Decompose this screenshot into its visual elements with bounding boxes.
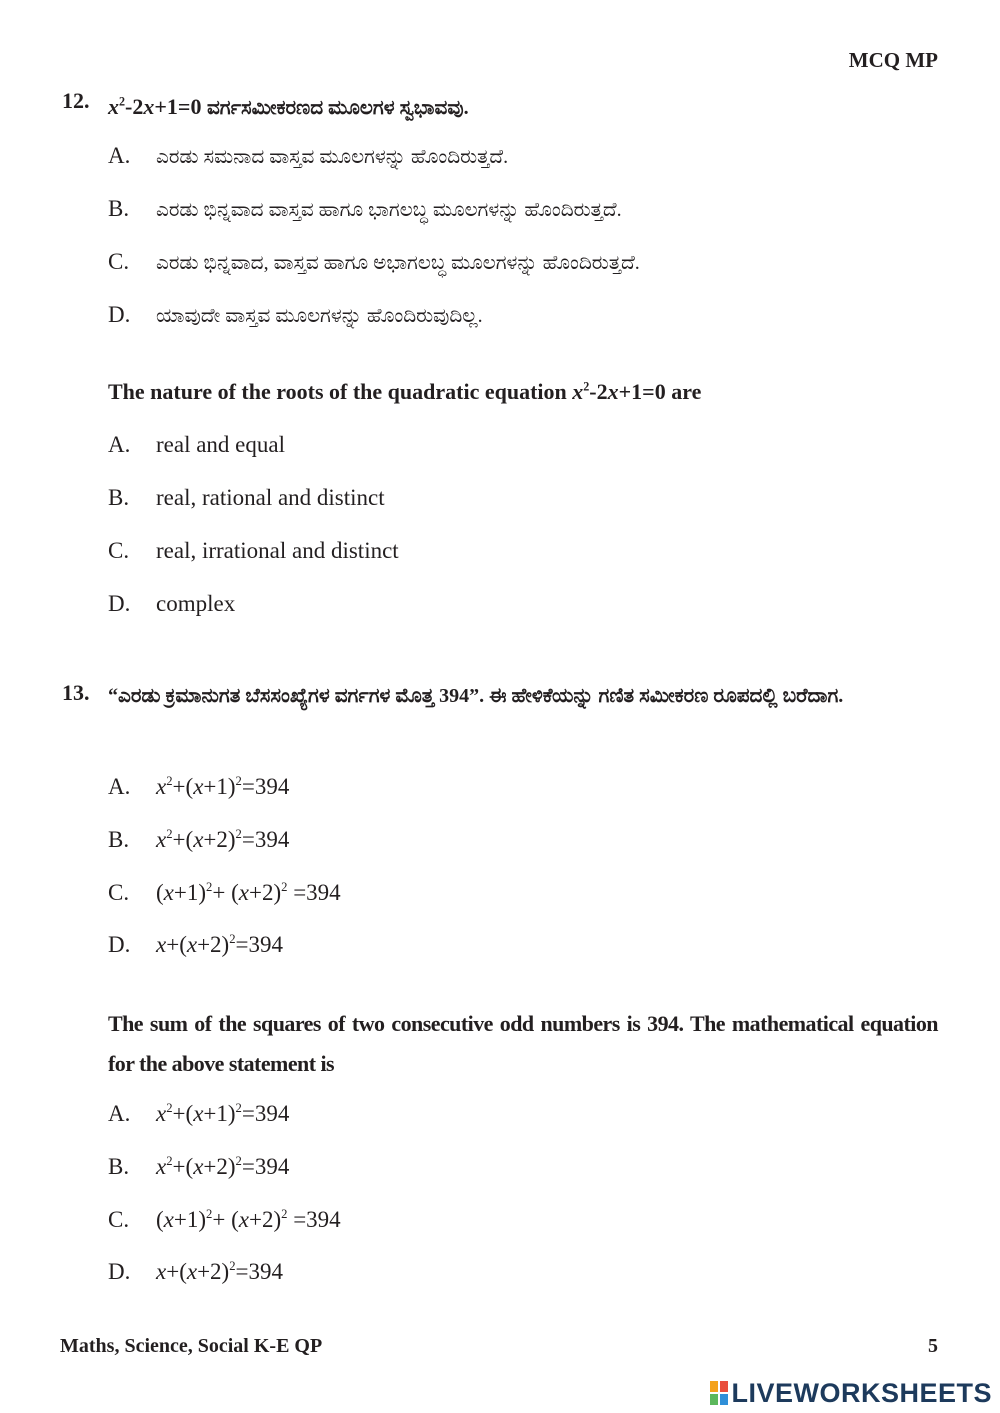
question-12-english-equation: $x^2-2x+1=0$ xyxy=(572,379,666,404)
q12-en-option-b[interactable] xyxy=(108,485,385,511)
option-letter: B. xyxy=(108,485,130,510)
option-letter: C. xyxy=(108,1207,130,1232)
q13-en-option-c[interactable] xyxy=(108,1207,341,1233)
option-letter: A. xyxy=(108,774,131,799)
option-letter: C. xyxy=(108,880,130,905)
option-letter: B. xyxy=(108,1154,130,1179)
q13-kn-option-d[interactable] xyxy=(108,932,283,958)
liveworksheets-logo-icon xyxy=(710,1381,728,1405)
option-equation: $x^2+(x+2)^2=394$ xyxy=(156,1154,290,1179)
option-text: ಎರಡು ಭಿನ್ನವಾದ ವಾಸ್ತವ ಹಾಗೂ ಭಾಗಲಬ್ಧ ಮೂಲಗಳನ್ನು ಹೊಂದಿರುತ್ತದೆ. xyxy=(156,199,622,221)
question-12-equation: $x^2-2x+1=0$ xyxy=(108,94,202,119)
q12-kn-option-c[interactable] xyxy=(108,249,640,275)
option-letter: B. xyxy=(108,827,130,852)
option-text: ಯಾವುದೇ ವಾಸ್ತವ ಮೂಲಗಳನ್ನು ಹೊಂದಿರುವುದಿಲ್ಲ. xyxy=(156,305,483,327)
page-label: MCQ MP xyxy=(848,48,938,72)
question-13-stem-kannada: “ಎರಡು ಕ್ರಮಾನುಗತ ಬೆಸಸಂಖ್ಯೆಗಳ ವರ್ಗಗಳ ಮೊತ್ತ 394”. ಈ ಹೇಳಿಕೆಯನ್ನು ಗಣಿತ ಸಮೀಕರಣ ರೂಪದಲ್ಲಿ ಬರೆದಾಗ. xyxy=(108,685,844,707)
option-equation: $x^2+(x+1)^2=394$ xyxy=(156,1101,290,1126)
option-letter: D. xyxy=(108,1259,131,1284)
question-12-stem-kannada xyxy=(108,88,938,128)
q12-kn-option-a[interactable] xyxy=(108,143,508,169)
liveworksheets-brand-text: LIVEWORKSHEETS xyxy=(731,1377,992,1408)
option-text: complex xyxy=(156,591,236,616)
q12-en-option-a[interactable] xyxy=(108,432,285,458)
question-12-stem-english-text: The nature of the roots of the quadratic equation xyxy=(108,379,567,404)
footer-page-number: 5 xyxy=(928,1335,938,1357)
question-12-stem-kannada-text: ವರ್ಗಸಮೀಕರಣದ ಮೂಲಗಳ ಸ್ವಭಾವವು. xyxy=(206,97,469,119)
option-equation: $(x+1)^2+ (x+2)^2 =394$ xyxy=(156,880,341,905)
option-equation: $x+(x+2)^2=394$ xyxy=(156,1259,284,1284)
q12-en-option-c[interactable] xyxy=(108,538,399,564)
q13-kn-option-c[interactable] xyxy=(108,880,341,906)
option-letter: A. xyxy=(108,143,131,168)
option-text: ಎರಡು ಭಿನ್ನವಾದ, ವಾಸ್ತವ ಹಾಗೂ ಅಭಾಗಲಬ್ಧ ಮೂಲಗಳನ್ನು ಹೊಂದಿರುತ್ತದೆ. xyxy=(156,252,640,274)
option-letter: A. xyxy=(108,1101,131,1126)
q13-kn-option-a[interactable] xyxy=(108,774,289,800)
q13-en-option-a[interactable] xyxy=(108,1101,289,1127)
liveworksheets-brand[interactable] xyxy=(710,1378,992,1408)
option-text: real, irrational and distinct xyxy=(156,538,399,563)
question-number-13: 13. xyxy=(62,680,90,705)
option-equation: $(x+1)^2+ (x+2)^2 =394$ xyxy=(156,1207,341,1232)
option-letter: C. xyxy=(108,538,130,563)
option-text: real, rational and distinct xyxy=(156,485,385,510)
q13-kn-option-b[interactable] xyxy=(108,827,289,853)
question-12-stem-english-suffix: are xyxy=(671,379,702,404)
option-text: ಎರಡು ಸಮನಾದ ವಾಸ್ತವ ಮೂಲಗಳನ್ನು ಹೊಂದಿರುತ್ತದೆ. xyxy=(156,146,509,168)
footer-subject-label: Maths, Science, Social K-E QP xyxy=(60,1335,323,1357)
option-letter: D. xyxy=(108,591,131,616)
q12-kn-option-b[interactable] xyxy=(108,196,622,222)
question-13-stem-english: The sum of the squares of two consecutive odd numbers is 394. The mathematical equation for the above statement is xyxy=(108,1011,938,1076)
option-letter: B. xyxy=(108,196,130,221)
option-equation: $x+(x+2)^2=394$ xyxy=(156,932,284,957)
option-equation: $x^2+(x+2)^2=394$ xyxy=(156,827,290,852)
option-letter: D. xyxy=(108,302,131,327)
option-text: real and equal xyxy=(156,432,285,457)
question-12-stem-english xyxy=(108,374,938,410)
q12-en-option-d[interactable] xyxy=(108,591,235,617)
question-number-12: 12. xyxy=(62,88,90,113)
q12-kn-option-d[interactable] xyxy=(108,302,483,328)
option-equation: $x^2+(x+1)^2=394$ xyxy=(156,774,290,799)
q13-en-option-b[interactable] xyxy=(108,1154,289,1180)
q13-en-option-d[interactable] xyxy=(108,1259,283,1285)
option-letter: D. xyxy=(108,932,131,957)
option-letter: A. xyxy=(108,432,131,457)
option-letter: C. xyxy=(108,249,130,274)
